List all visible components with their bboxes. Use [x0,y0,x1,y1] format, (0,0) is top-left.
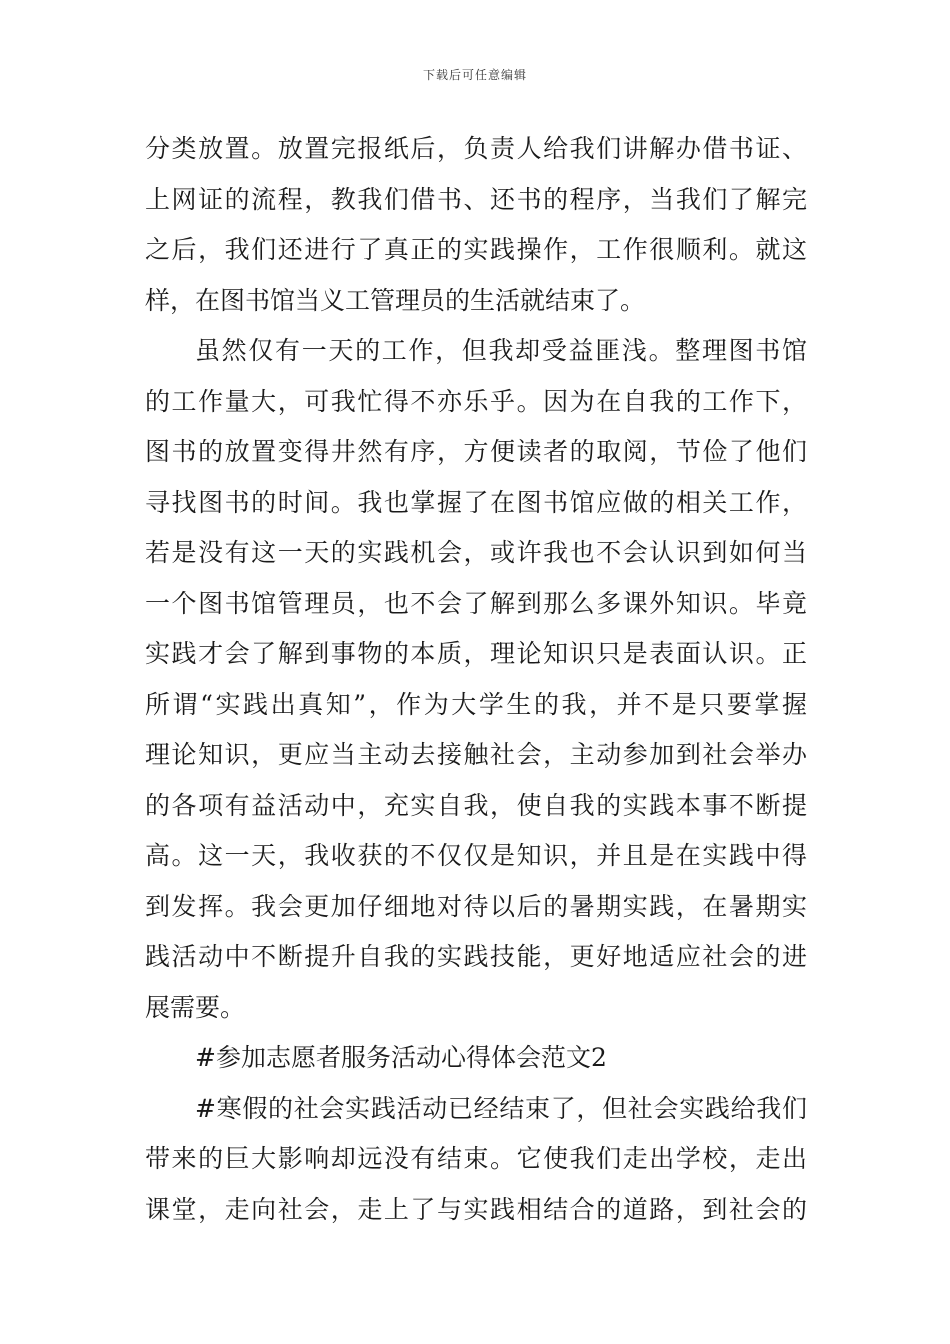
section-heading: #参加志愿者服务活动心得体会范文2 [195,1043,607,1072]
text-line: 到发挥。我会更加仔细地对待以后的暑期实践，在暑期实 [145,891,807,921]
text-line: 课堂，走向社会，走上了与实践相结合的道路，到社会的 [145,1194,807,1224]
text-line: 理论知识，更应当主动去接触社会，主动参加到社会举办 [145,740,807,769]
text-line: 上网证的流程，教我们借书、还书的程序，当我们了解完 [145,184,807,214]
text-line: 展需要。 [145,992,246,1022]
text-line: 的各项有益活动中，充实自我，使自我的实践本事不断提 [145,790,807,820]
page-header: 下载后可任意编辑 [422,68,527,82]
text-line: 寻找图书的时间。我也掌握了在图书馆应做的相关工作， [145,487,807,517]
text-line: 之后，我们还进行了真正的实践操作，工作很顺利。就这 [145,235,807,264]
text-line: 图书的放置变得井然有序，方便读者的取阅，节俭了他们 [145,437,807,466]
text-line: 虽然仅有一天的工作，但我却受益匪浅。整理图书馆 [195,336,807,365]
text-line: 所谓“实践出真知”，作为大学生的我，并不是只要掌握 [145,689,807,719]
document-body [145,124,807,1235]
text-line: 实践才会了解到事物的本质，理论知识只是表面认识。正 [145,639,807,668]
text-line: 践活动中不断提升自我的实践技能，更好地适应社会的进 [145,942,807,971]
text-line: 分类放置。放置完报纸后，负责人给我们讲解办借书证、 [145,134,807,163]
text-line: 高。这一天，我收获的不仅仅是知识，并且是在实践中得 [145,841,807,870]
text-line: 的工作量大，可我忙得不亦乐乎。因为在自我的工作下， [145,386,807,416]
text-line: 带来的巨大影响却远没有结束。它使我们走出学校，走出 [145,1144,807,1173]
text-line: 若是没有这一天的实践机会，或许我也不会认识到如何当 [145,538,807,567]
text-line: #寒假的社会实践活动已经结束了，但社会实践给我们 [195,1093,807,1123]
text-line: 一个图书馆管理员，也不会了解到那么多课外知识。毕竟 [145,588,807,618]
text-line: 样，在图书馆当义工管理员的生活就结束了。 [145,285,646,315]
